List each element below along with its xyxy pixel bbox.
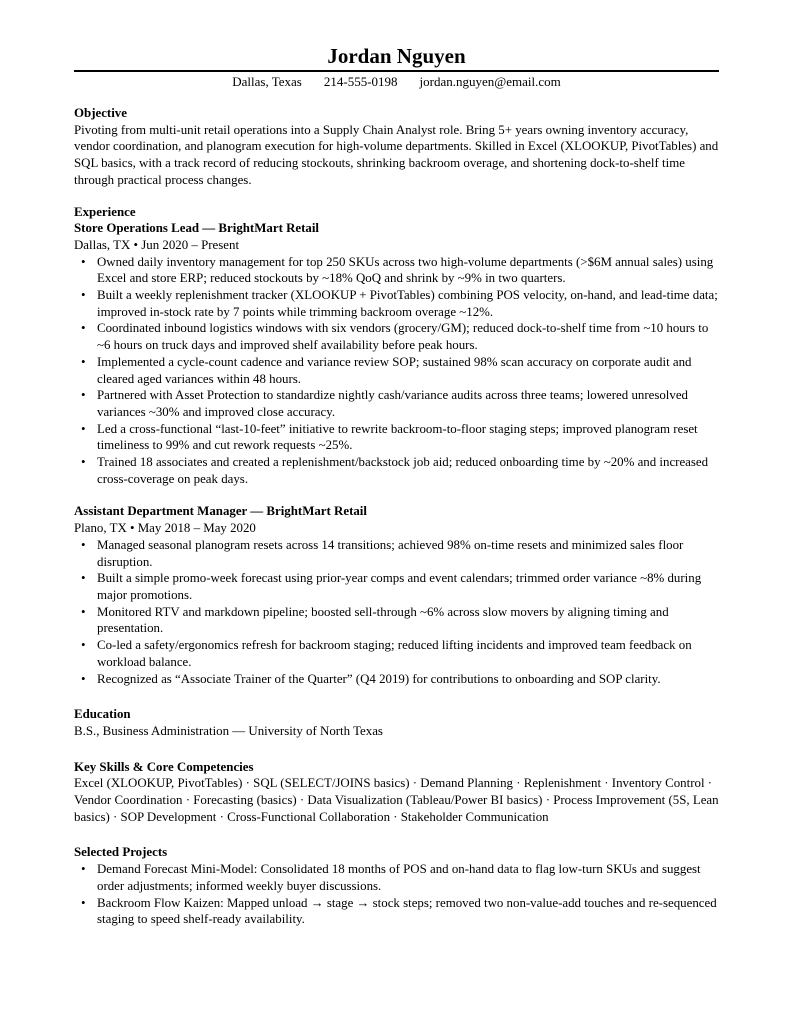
projects-bullet-list — [74, 861, 719, 928]
project-bullet: • Demand Forecast Mini-Model: Consolidated 18 months of POS and on-hand data to flag low-turn SKUs and suggest order adjustments; informed weekly buyer discussions. — [74, 861, 719, 894]
education-text: B.S., Business Administration — University of North Texas — [74, 723, 383, 738]
section-projects — [74, 844, 719, 928]
resume-header — [74, 44, 719, 90]
job-bullet: • Recognized as “Associate Trainer of the Quarter” (Q4 2019) for contributions to onboarding and SOP clarity. — [74, 671, 719, 688]
job-bullet: • Built a simple promo-week forecast using prior-year comps and event calendars; trimmed order variance ~8% during major promotions. — [74, 570, 719, 603]
job-store-operations-lead — [74, 220, 719, 487]
header-divider — [74, 70, 719, 72]
section-experience — [74, 204, 719, 688]
section-education — [74, 706, 719, 739]
job-bullet: • Co-led a safety/ergonomics refresh for backroom staging; reduced lifting incidents and improved team feedback on workload balance. — [74, 637, 719, 670]
objective-heading: Objective — [74, 106, 127, 120]
job-bullet: • Coordinated inbound logistics windows with six vendors (grocery/GM); reduced dock-to-shelf time from ~10 hours to ~6 hours on truck days and improved shelf availability before peak hours. — [74, 320, 719, 353]
section-skills — [74, 759, 719, 826]
job-bullet-list — [74, 254, 719, 488]
contact-line — [74, 73, 719, 90]
projects-heading: Selected Projects — [74, 845, 168, 860]
job-title: Assistant Department Manager — BrightMart Retail — [74, 504, 367, 519]
job-bullet: • Implemented a cycle-count cadence and variance review SOP; sustained 98% scan accuracy on corporate audit and cleared aged variances within 48 hours. — [74, 354, 719, 387]
job-location-dates: Dallas, TX • Jun 2020 – Present — [74, 237, 240, 252]
job-location-dates: Plano, TX • May 2018 – May 2020 — [74, 521, 256, 536]
education-heading: Education — [74, 707, 131, 722]
contact-email: jordan.nguyen@email.com — [419, 74, 561, 89]
job-bullet: • Built a weekly replenishment tracker (XLOOKUP + PivotTables) combining POS velocity, on-hand, and lead-time data; improved in-stock rate by 7 points while trimming backroom overage ~12%. — [74, 287, 719, 320]
experience-heading: Experience — [74, 204, 136, 219]
job-bullet: • Led a cross-functional “last-10-feet” initiative to rewrite backroom-to-floor staging steps; improved planogram reset timeliness to 99% and cut rework requests ~25%. — [74, 421, 719, 454]
job-bullet: • Owned daily inventory management for top 250 SKUs across two high-volume departments (>$6M annual sales) using Excel and store ERP; reduced stockouts by ~18% QoQ and shrink by ~9% in two quarters. — [74, 254, 719, 287]
section-objective — [74, 105, 719, 189]
project-bullet: • Backroom Flow Kaizen: Mapped unload → stage → stock steps; removed two non-value-add touches and re-sequenced staging to speed shelf-ready availability. — [74, 895, 719, 928]
job-bullet: • Managed seasonal planogram resets across 14 transitions; achieved 98% on-time resets and minimized sales floor disruption. — [74, 537, 719, 570]
job-assistant-department-manager — [74, 503, 719, 687]
candidate-name: Jordan Nguyen — [327, 44, 466, 68]
skills-text: Excel (XLOOKUP, PivotTables) · SQL (SELECT/JOINS basics) · Demand Planning · Replenishment · Inventory Control · Vendor Coordination · Forecasting (basics) · Data Visualization (Tableau/Power BI basics) · Process Improvement (5S, Lean basics) · SOP Development · Cross-Functional Collaboration · Stakeholder Communication — [74, 776, 719, 824]
job-bullet-list — [74, 537, 719, 687]
job-title: Store Operations Lead — BrightMart Retail — [74, 221, 320, 236]
job-bullet: • Partnered with Asset Protection to standardize nightly cash/variance audits across three teams; lowered unresolved variances ~30% and improved close accuracy. — [74, 387, 719, 420]
contact-location: Dallas, Texas — [232, 74, 302, 89]
objective-text: Pivoting from multi-unit retail operations into a Supply Chain Analyst role. Bring 5+ years owning inventory accuracy, vendor coordination, and planogram execution for high-volume departments. Skilled in Excel (XLOOKUP, PivotTables) and SQL basics, with a track record of reducing stockouts, shrinking backroom overage, and shortening dock-to-shelf time through practical process changes. — [74, 122, 719, 187]
job-bullet: • Monitored RTV and markdown pipeline; boosted sell-through ~6% across slow movers by aligning timing and presentation. — [74, 604, 719, 637]
contact-phone: 214-555-0198 — [323, 74, 398, 89]
job-bullet: • Trained 18 associates and created a replenishment/backstock job aid; reduced onboarding time by ~20% and increased cross-coverage on peak days. — [74, 454, 719, 487]
skills-heading: Key Skills & Core Competencies — [74, 759, 254, 774]
